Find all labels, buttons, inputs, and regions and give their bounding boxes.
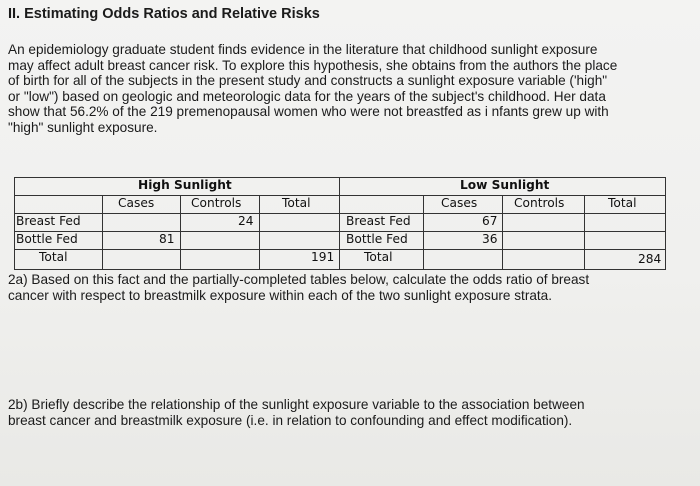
tables-frame: [14, 177, 666, 270]
high-row-bottle-fed: Bottle Fed: [16, 232, 78, 246]
rule-col-f: [502, 195, 503, 269]
rule-col-a: [102, 195, 103, 269]
section-title: II. Estimating Odds Ratios and Relative Risks: [8, 6, 320, 22]
low-breast-fed-cases-value: 67: [482, 214, 498, 228]
low-row-breast-fed: Breast Fed: [346, 214, 411, 228]
rule-col-d: [339, 177, 340, 269]
low-col-total: Total: [608, 196, 637, 210]
low-row-bottle-fed: Bottle Fed: [346, 232, 408, 246]
intro-paragraph: An epidemiology graduate student finds evidence in the literature that childhood sunlight exposure may affect adult breast cancer risk. To explore this hypothesis, she obtains from the authors the place of birth for all of the subjects in the present study and constructs a sunlight exposure variable ('high" or "low") based on geologic and meteorologic data for the years of the subject's childhood. Her data show that 56.2% of the 219 premenopausal women who were not breastfed as i nfants grew up with "high" sunlight exposure.: [8, 42, 618, 135]
rule-row-2: [14, 249, 666, 250]
low-sunlight-title: Low Sunlight: [460, 178, 550, 192]
low-col-cases: Cases: [441, 196, 478, 210]
question-2b: 2b) Briefly describe the relationship of the sunlight exposure variable to the association between breast cancer and breastmilk exposure (i.e. in relation to confounding and effect modification).: [8, 397, 585, 428]
rule-col-g: [584, 195, 585, 269]
sunlight-tables: [14, 177, 666, 269]
high-col-total: Total: [282, 196, 311, 210]
high-row-breast-fed: Breast Fed: [16, 214, 81, 228]
low-row-total: Total: [364, 250, 393, 264]
rule-col-c: [259, 195, 260, 269]
high-grand-total-value: 191: [311, 250, 335, 264]
low-grand-total-value: 284: [638, 252, 662, 266]
low-col-controls: Controls: [514, 196, 565, 210]
high-col-controls: Controls: [191, 196, 242, 210]
rule-col-e: [423, 195, 424, 269]
high-breast-fed-controls-value: 24: [238, 214, 254, 228]
high-bottle-fed-cases-value: 81: [159, 232, 175, 246]
rule-row-1: [14, 231, 666, 232]
high-sunlight-title: High Sunlight: [138, 178, 232, 192]
low-bottle-fed-cases-value: 36: [482, 232, 498, 246]
rule-col-b: [180, 195, 181, 269]
high-col-cases: Cases: [118, 196, 155, 210]
rule-header-2: [14, 213, 666, 214]
high-row-total: Total: [39, 250, 68, 264]
question-2a: 2a) Based on this fact and the partially-completed tables below, calculate the odds ratio of breast cancer with respect to breastmilk exposure within each of the two sunlight exposure strata.: [8, 272, 590, 303]
rule-header-1: [14, 195, 666, 196]
